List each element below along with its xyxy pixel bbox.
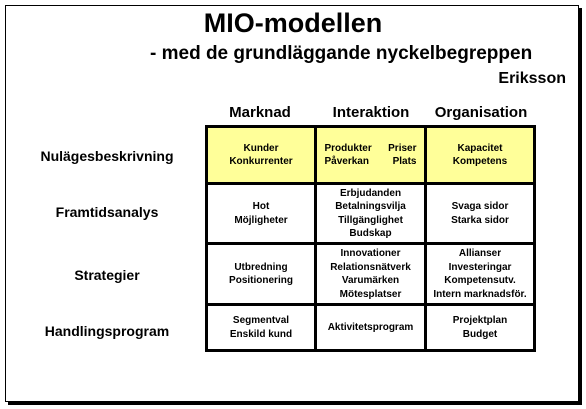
cell-line-pair [325,155,417,169]
cell-line: Enskild kund [229,328,293,340]
cell-strategier-marknad [208,245,314,303]
cell-line: Aktivitetsprogram [327,321,414,333]
cell-strategier-interaktion [317,245,424,303]
row-header-framtidsanalys: Framtidsanalys [55,204,159,220]
cell-line: Relationsnätverk [330,261,411,273]
cell-line: Investeringar [448,261,512,273]
cell-nulage-interaktion [317,128,424,182]
cell-line: Möjligheter [234,214,288,226]
cell-line: Intern marknadsför. [433,288,527,300]
row-header-strategier: Strategier [74,267,140,283]
cell-handling-organisation [427,306,533,349]
slide-subtitle: - med de grundläggande nyckelbegreppen [150,43,533,64]
column-header-marknad: Marknad [229,104,291,121]
cell-line: Priser [388,142,417,154]
cell-nulage-organisation [427,128,533,182]
column-header-organisation: Organisation [434,104,528,121]
cell-line-pair [325,142,417,156]
cell-line: Positionering [229,275,293,286]
cell-line: Kompetensutv. [444,275,516,286]
cell-line: Plats [392,156,417,167]
cell-line: Betalningsvilja [335,201,406,212]
cell-line: Innovationer [340,248,401,259]
cell-line: Tillgänglighet [338,214,403,226]
cell-line: Budskap [349,228,392,239]
author-label: Eriksson [498,70,566,87]
cell-handling-interaktion [317,306,424,349]
cell-framtid-marknad [208,185,314,242]
slide-title: MIO-modellen [203,8,383,38]
cell-line: Kunder [243,142,279,154]
row-header-handlingsprogram: Handlingsprogram [44,323,170,339]
cell-line: Hot [252,201,270,212]
column-header-interaktion: Interaktion [332,104,410,121]
cell-line: Projektplan [452,315,508,326]
cell-line: Påverkan [324,156,369,167]
cell-line: Kapacitet [457,142,503,154]
cell-nulage-marknad [208,128,314,182]
mio-matrix [205,125,536,352]
cell-handling-marknad [208,306,314,349]
cell-line: Budget [462,328,498,340]
cell-framtid-organisation [427,185,533,242]
cell-line: Erbjudanden [339,187,402,199]
cell-line: Mötesplatser [339,288,402,300]
cell-line: Segmentval [232,315,290,326]
cell-line: Produkter [324,142,372,154]
cell-line: Starka sidor [451,214,509,226]
cell-strategier-organisation [427,245,533,303]
cell-line: Varumärken [341,275,400,286]
cell-line: Allianser [458,248,502,259]
cell-line: Utbredning [234,261,288,273]
cell-line: Kompetens [452,156,508,167]
cell-line: Konkurrenter [229,156,293,167]
cell-line: Svaga sidor [451,201,509,212]
row-header-nulagesbeskrivning: Nulägesbeskrivning [40,148,174,164]
cell-framtid-interaktion [317,185,424,242]
